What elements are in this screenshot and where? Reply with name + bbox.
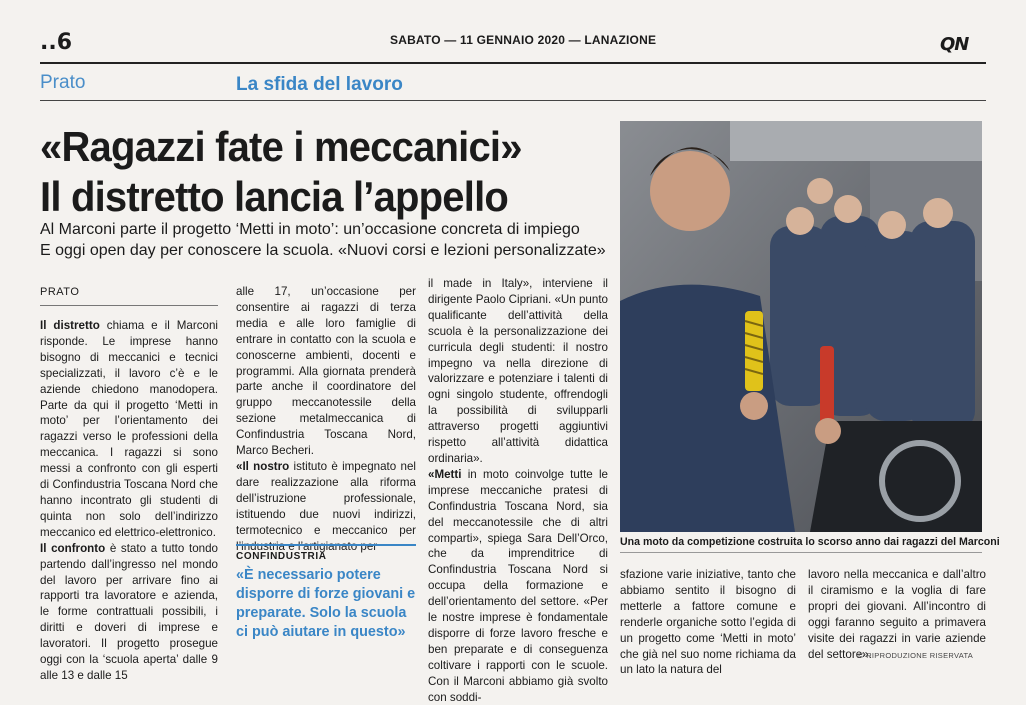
column-text: è stato a tutto tondo partendo dall’ingresso nel mondo del lavoro per arrivare fino ai rapporti tra lavoratore e azienda, le forme contrattuali possibili, i diritti e doveri di imprese e lavoratori. Il progetto prosegue oggi con la ‘scuola aperta’ dalle 9 alle 13 e dalle 15 (40, 541, 218, 682)
headline-line-2: Il distretto lancia l’appello (40, 174, 509, 221)
section-rule (40, 100, 986, 101)
subhead-line-1: Al Marconi parte il progetto ‘Metti in moto’: un’occasione concreta di impiego (40, 221, 580, 238)
article-column-5: lavoro nella meccanica e dall’altro il ciramismo e la voglia di fare propri dei giovani. All’incontro di oggi faranno seguito a primavera visite dei ragazzi in varie aziende del settore». (808, 568, 986, 661)
article-column-2 (236, 284, 416, 554)
caption-rule (620, 552, 982, 553)
article-column-4: sfazione varie iniziative, tanto che abbiamo sentito il bisogno di metterle a fattore comune e renderle organiche sotto l’egida di un progetto come ‘Metti in moto’ che già nel suo nome richiama da un lato la natura del (620, 568, 796, 677)
place-rule (40, 305, 218, 306)
subheadline (40, 219, 606, 261)
article-photo (620, 121, 982, 532)
box-label: CONFINDUSTRIA (236, 551, 327, 562)
dateline: SABATO — 11 GENNAIO 2020 — LANAZIONE (390, 33, 657, 47)
qn-logo: QN (940, 34, 969, 55)
column-text: il made in Italy», interviene il dirigente Paolo Cipriani. «Un punto qualificante dell’attività della scuola è la personalizzazione dei curricula degli studenti: il nostro impegno va nella direzione di valorizzare e potenziare i talenti di ogni singolo studente, offrendogli la possibilità di svilupparli attraverso progetti aggiuntivi rispetto all’attività didattica ordinaria». (428, 277, 608, 465)
header-rule (40, 62, 986, 64)
copyright-notice: © RIPRODUZIONE RISERVATA (858, 651, 974, 660)
place-label: PRATO (40, 286, 80, 298)
column-text: chiama e il Marconi risponde. Le imprese hanno bisogno di meccanici e tecnici specializzati, il lavoro c’è e le aziende chiedono manodopera. Parte da qui il progetto ‘Metti in moto’ per l’orientamento dei ragazzi verso le professioni della meccanica. I ragazzi si sono messi a confronto con gli esperti di Confindustria Toscana Nord che hanno incontrato gli studenti di quinta non solo dell’indirizzo meccanico ed elettrico-elettronico. (40, 319, 218, 539)
lead-in: Il confronto (40, 541, 106, 555)
photo-illustration (620, 121, 982, 532)
subhead-line-2: E oggi open day per conoscere la scuola. «Nuovi corsi e lezioni personalizzate» (40, 242, 606, 259)
article-column-3 (428, 276, 608, 705)
headline-line-1: «Ragazzi fate i meccanici» (40, 124, 522, 171)
column-text: istituto è impegnato nel dare realizzazione alla riforma dell’istruzione professionale, istituendo due nuovi indirizzi, termotecnico e meccanico per l’industria e l’artigianato per (236, 459, 416, 553)
photo-caption: Una moto da competizione costruita lo scorso anno dai ragazzi del Marconi (620, 536, 1000, 548)
lead-in: «Metti (428, 467, 462, 481)
column-text: in moto coinvolge tutte le imprese meccaniche pratesi di Confindustria Toscana Nord, sia del meccanotessile che di altri comparti», spiega Sara Dell’Orco, che da imprenditrice di Confindustria Toscana Nord si occupa della formazione e dell’orientamento del settore. «Per le nostre imprese è fondamentale disporre di forze lavoro fresche e ben preparate e di conseguenza coltivare i rapporti con le scuole. Con il Marconi abbiamo già svolto con soddi- (428, 467, 608, 704)
page-number: ..6 (40, 30, 73, 55)
pull-quote: «È necessario potere disporre di forze giovani e preparate. Solo la scuola ci può aiutare in questo» (236, 567, 416, 640)
headline (40, 122, 522, 223)
section-label: Prato (40, 72, 86, 93)
article-column-1 (40, 318, 218, 684)
lead-in: «Il nostro (236, 459, 290, 473)
kicker: La sfida del lavoro (236, 74, 403, 95)
box-rule (236, 544, 416, 546)
lead-in: Il distretto (40, 319, 100, 332)
column-text: alle 17, un’occasione per consentire ai ragazzi di terza media e alle loro famiglie di entrare in contatto con la scuola e conoscerne ambienti, docenti e programmi. Alla giornata prenderà parte anche il coordinatore del gruppo meccanotessile della sezione metalmeccanica di Confindustria Toscana Nord, Marco Becheri. (236, 285, 416, 458)
